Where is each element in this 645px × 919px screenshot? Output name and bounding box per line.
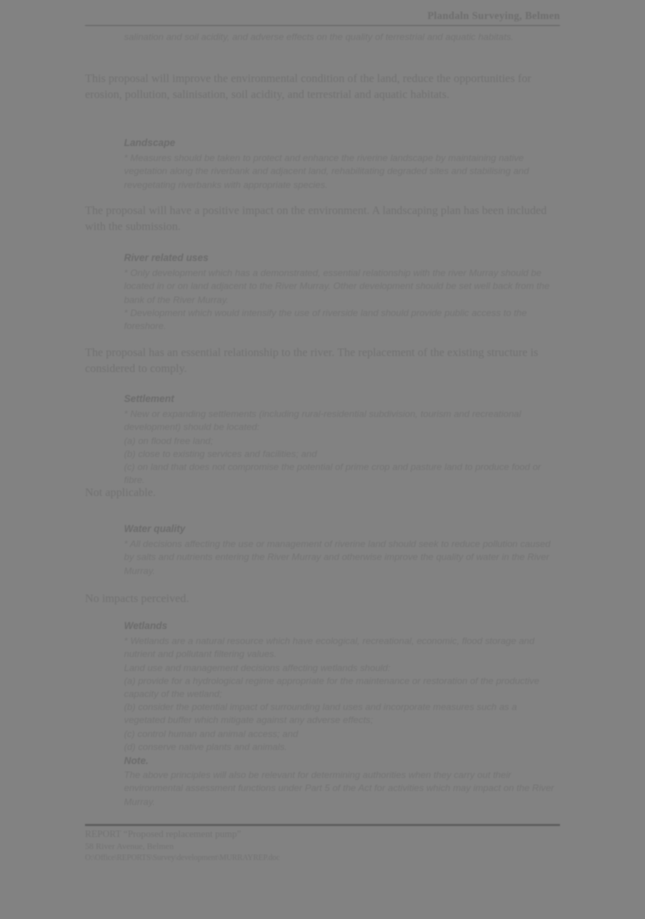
- assessment-paragraph-5: No impacts perceived.: [85, 592, 189, 605]
- assessment-paragraph-3: The proposal has an essential relationship to the river. The replacement of the existing structure is considered to comply.: [85, 346, 539, 376]
- policy-list-item-settlement-a: (a) on flood free land;: [124, 434, 214, 446]
- policy-block-water-quality: [124, 523, 560, 577]
- policy-list-item-wetlands-c: (c) control human and animal access; and: [124, 727, 299, 739]
- policy-heading-wetlands: Wetlands: [124, 621, 168, 632]
- policy-heading-river-related-uses: River related uses: [124, 253, 209, 264]
- page-header-title: Plandaln Surveying, Belmen: [427, 11, 560, 22]
- policy-text-settlement: * New or expanding settlements (including rural-residential subdivision, tourism and recreational development) should be located:: [124, 408, 522, 433]
- footer-address: 58 River Avenue, Belmen: [85, 840, 174, 851]
- policy-block-landscape: [124, 137, 560, 191]
- page-footer: [85, 829, 561, 864]
- policy-heading-water-quality: Water quality: [124, 524, 186, 535]
- policy-text-water-quality: * All decisions affecting the use or management of riverine land should seek to reduce pollution caused by salts and nutrients entering the River Murray and otherwise improve the quality of water in the River Murray.: [124, 538, 551, 576]
- continued-quote-text: salination and soil acidity, and adverse effects on the quality of terrestrial and aquatic habitats.: [124, 31, 514, 42]
- assessment-paragraph-2: The proposal will have a positive impact on the environment. A landscaping plan has been included with the submission.: [85, 204, 547, 234]
- policy-list-item-settlement-c: (c) on land that does not compromise the potential of prime crop and pasture land to produce food or fibre.: [124, 461, 541, 486]
- policy-block-river-related-uses: [124, 252, 560, 332]
- policy-text-river-related-uses-1: * Only development which has a demonstrated, essential relationship with the river Murray should be located in or on land adjacent to the River Murray. Other development should be set well back from the bank of the River Murray.: [124, 267, 550, 305]
- policy-text-wetlands-2: Land use and management decisions affecting wetlands should:: [124, 661, 391, 673]
- policy-text-river-related-uses-2: * Development which would intensify the use of riverside land should provide public access to the foreshore.: [124, 306, 527, 332]
- footer-file-path: O:\Office\REPORTS\Survey\development\MURRAYREP.doc: [85, 853, 280, 863]
- policy-note-text: The above principles will also be relevant for determining authorities when they carry out their environmental assessment functions under Part 5 of the Act for activities which may impact on the River Murray.: [124, 769, 555, 807]
- policy-text-wetlands-1: * Wetlands are a natural resource which have ecological, recreational, economic, flood storage and nutrient and pollutant filtering values.: [124, 635, 535, 660]
- policy-block-wetlands: [124, 620, 560, 808]
- policy-note-heading: Note.: [124, 756, 149, 768]
- policy-list-item-wetlands-a: (a) provide for a hydrological regime appropriate for the maintenance or restoration of the productive capacity of the wetland;: [124, 674, 540, 700]
- policy-text-landscape: * Measures should be taken to protect and enhance the riverine landscape by maintaining native vegetation along the riverbank and adjacent land, rehabilitating degraded sites and stabilising and revegetating riverbanks with appropriate species.: [124, 152, 529, 190]
- policy-heading-landscape: Landscape: [124, 138, 176, 149]
- assessment-paragraph-4: Not applicable.: [85, 486, 156, 499]
- policy-list-item-settlement-b: (b) close to existing services and facilities; and: [124, 447, 317, 459]
- policy-block-settlement: [124, 393, 560, 486]
- footer-report-title: REPORT “Proposed replacement pump”: [85, 829, 242, 840]
- policy-list-item-wetlands-b: (b) consider the potential impact of surrounding land uses and incorporate measures such as a vegetated buffer which mitigate against any adverse effects;: [124, 701, 517, 726]
- policy-list-item-wetlands-d: (d) conserve native plants and animals.: [124, 740, 288, 752]
- assessment-paragraph-1: This proposal will improve the environmental condition of the land, reduce the opportunities for erosion, pollution, salinisation, soil acidity, and terrestrial and aquatic habitats.: [85, 72, 532, 102]
- continued-quote-block: [124, 30, 560, 43]
- header-rule: [85, 25, 560, 26]
- policy-heading-settlement: Settlement: [124, 394, 175, 405]
- footer-rule: [85, 824, 560, 826]
